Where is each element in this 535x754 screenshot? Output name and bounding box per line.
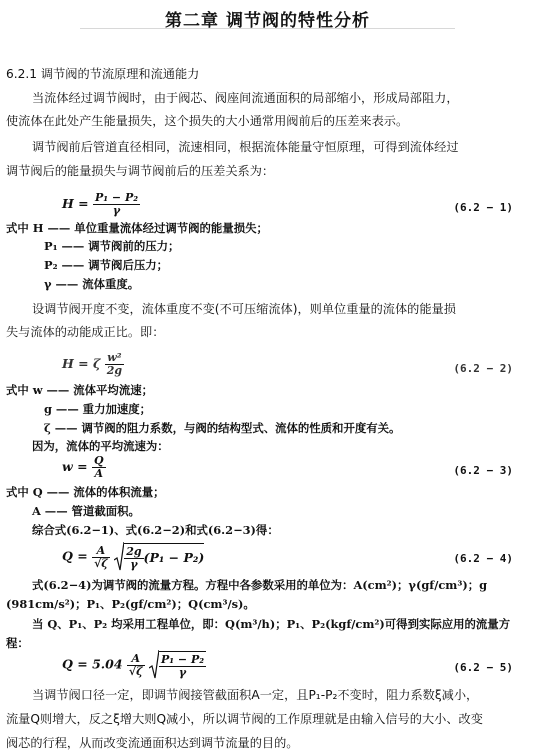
para3-line1: 设调节阀开度不变，流体重度不变(不可压缩流体)，则单位重量的流体的能量损	[32, 302, 456, 316]
eq2-lhs: H = ζ	[62, 356, 101, 371]
para6-line2: 流量Q则增大，反之ξ增大则Q减小，所以调节阀的工作原理就是由输入信号的大小、改变	[6, 712, 483, 726]
eq3-numerator: Q	[93, 454, 104, 467]
chapter-title: 第二章 调节阀的特性分析	[165, 11, 370, 31]
eq5-number: (6.2 − 5)	[453, 661, 513, 674]
eq4-denominator: √ζ	[94, 556, 108, 570]
eq5-radicand-fraction	[159, 654, 206, 679]
where3-line2: A —— 管道截面积。	[32, 504, 140, 518]
para1-line2: 使流体在此处产生能量损失，这个损失的大小通常用阀前后的压差来表示。	[6, 114, 409, 128]
eq4-radical-sign	[114, 542, 124, 572]
eq4-pressure-difference: (P₁ − P₂)	[143, 550, 205, 565]
para4-line2: (981cm/s²)；P₁、P₂(gf/cm²)；Q(cm³/s)。	[6, 597, 255, 611]
para2-line2: 调节阀后的能量损失与调节阀前后的压差关系为：	[6, 164, 275, 178]
because-line: 因为，流体的平均流速为：	[32, 439, 169, 453]
para1-line1: 当流体经过调节阀时，由于阀芯、阀座间流通面积的局部缩小，形成局部阻力，	[32, 91, 459, 105]
eq1-number: (6.2 − 1)	[453, 201, 513, 214]
eq5-radicand-denominator: γ	[178, 666, 187, 679]
equation-6-2-3	[62, 455, 106, 480]
eq4-radicand-denominator: γ	[130, 558, 138, 571]
section-heading: 6.2.1 调节阀的节流原理和流通能力	[6, 67, 200, 81]
where2-line3: ζ —— 调节阀的阻力系数，与阀的结构型式、流体的性质和开度有关。	[44, 421, 401, 435]
eq1-numerator: P₁ − P₂	[95, 191, 139, 204]
where1-line4: γ —— 流体重度。	[44, 277, 140, 291]
eq4-numerator: A	[92, 545, 110, 558]
eq1-denominator: γ	[112, 204, 121, 217]
para6-line3: 阀芯的行程，从而改变流通面积达到调节流量的目的。	[6, 736, 299, 750]
where2-line1: 式中 w —— 流体平均流速；	[6, 383, 153, 397]
equation-6-2-5	[62, 650, 206, 680]
eq4-radicand-numerator: 2g	[126, 545, 142, 558]
where1-line1: 式中 H —— 单位重量流体经过调节阀的能量损失；	[6, 221, 268, 235]
eq2-numerator: w²	[105, 352, 124, 365]
para6-line1: 当调节阀口径一定，即调节阀接管截面积A一定，且P₁-P₂不变时，阻力系数ξ减小，	[32, 688, 479, 702]
para2-line1: 调节阀前后管道直径相同，流速相同，根据流体能量守恒原理，可得到流体经过	[32, 140, 459, 154]
eq1-fraction	[93, 192, 140, 217]
eq2-number: (6.2 − 2)	[453, 362, 513, 375]
eq2-fraction	[105, 352, 124, 377]
eq3-fraction	[92, 455, 106, 480]
eq4-lhs: Q =	[62, 548, 88, 564]
eq5-fraction	[127, 653, 145, 678]
eq5-radical-sign	[149, 650, 159, 680]
eq4-fraction	[92, 545, 110, 570]
eq4-number: (6.2 − 4)	[453, 552, 513, 565]
eq5-radicand-numerator: P₁ − P₂	[160, 653, 205, 666]
eq2-denominator: 2g	[106, 364, 123, 377]
eq5-denominator: √ζ	[128, 664, 143, 678]
equation-6-2-2	[62, 352, 124, 377]
para5-line2: 程：	[6, 636, 29, 650]
where2-line2: g —— 重力加速度；	[44, 402, 152, 416]
eq5-numerator: A	[127, 653, 145, 666]
eq3-lhs: w =	[62, 459, 88, 474]
combine-line: 综合式(6.2−1)、式(6.2−2)和式(6.2−3)得：	[32, 523, 279, 537]
eq3-number: (6.2 − 3)	[453, 464, 513, 477]
title-divider	[80, 28, 455, 29]
equation-6-2-4	[62, 542, 204, 572]
where3-line1: 式中 Q —— 流体的体积流量；	[6, 485, 165, 499]
para3-line2: 失与流体的动能成正比。即：	[6, 325, 165, 339]
eq1-lhs: H =	[62, 196, 89, 211]
para4-line1: 式(6.2−4)为调节阀的流量方程。方程中各参数采用的单位为：A(cm²)；γ(gf/cm³)；g	[32, 578, 488, 592]
eq3-denominator: A	[94, 467, 104, 480]
para5-line1: 当 Q、P₁、P₂ 均采用工程单位，即：Q(m³/h)；P₁、P₂(kgf/cm²)可得到实际应用的流量方	[32, 617, 511, 631]
where1-line2: P₁ —— 调节阀前的压力；	[44, 239, 180, 253]
eq4-radicand-fraction	[124, 546, 143, 571]
eq5-lhs: Q = 5.04	[62, 656, 123, 672]
equation-6-2-1	[62, 192, 140, 217]
where1-line3: P₂ —— 调节阀后压力；	[44, 258, 169, 272]
